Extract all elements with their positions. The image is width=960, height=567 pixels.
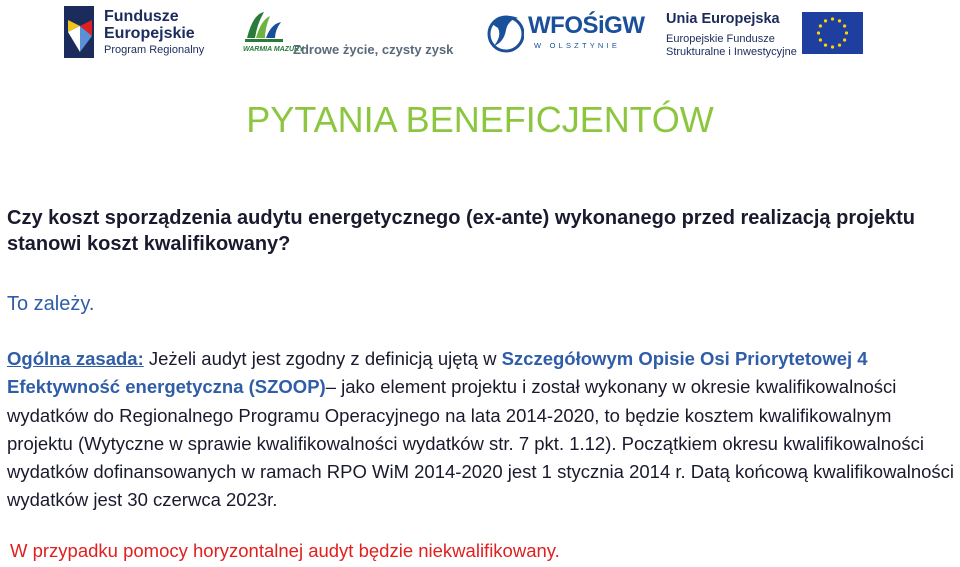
question-text: Czy koszt sporządzenia audytu energetycznego (ex-ante) wykonanego przed realizacją projektu stanowi koszt kwalifikowany? bbox=[7, 207, 916, 255]
answer-text: To zależy. bbox=[7, 293, 95, 315]
fundusze-europejskie-logo bbox=[64, 6, 224, 60]
general-rule-label: Ogólna zasada: bbox=[7, 348, 144, 369]
warmia-mazury-logo bbox=[243, 6, 454, 60]
warmia-mazury-name: WARMIA MAZURY bbox=[243, 46, 304, 53]
warmia-mazury-slogan: Zdrowe życie, czysty zysk bbox=[293, 42, 454, 57]
wfosigw-name: WFOŚiGW bbox=[528, 12, 645, 39]
ue-line2: Europejskie Fundusze bbox=[666, 33, 775, 45]
logo-bar bbox=[0, 0, 960, 70]
fe-line3: Program Regionalny bbox=[104, 44, 205, 56]
ue-line1: Unia Europejska bbox=[666, 11, 780, 27]
stork-icon bbox=[484, 10, 524, 54]
horizontal-aid-note: W przypadku pomocy horyzontalnej audyt będzie niekwalifikowany. bbox=[10, 540, 560, 561]
unia-europejska-logo bbox=[666, 6, 866, 60]
ue-line3: Strukturalne i Inwestycyjne bbox=[666, 46, 797, 58]
page-title: PYTANIA BENEFICJENTÓW bbox=[246, 99, 714, 140]
eu-flag-icon bbox=[802, 12, 863, 54]
general-rule-paragraph bbox=[7, 345, 957, 515]
fe-star-icon bbox=[64, 6, 94, 58]
fe-line2: Europejskie bbox=[104, 25, 195, 42]
fe-line1: Fundusze bbox=[104, 8, 179, 25]
general-rule-text-1: Jeżeli audyt jest zgodny z definicją ujętą w bbox=[143, 348, 502, 369]
warmia-mazury-emblem-icon bbox=[243, 8, 285, 44]
szoop-document-name: Szczegółowym Opisie Osi Priorytetowej 4 Efektywność energetyczna (SZOOP) bbox=[7, 348, 868, 398]
wfosigw-city: W OLSZTYNIE bbox=[534, 41, 621, 50]
general-rule-text-2: – jako element projektu i został wykonany w okresie kwalifikowalności wydatków do Regionalnego Programu Operacyjnego na lata 2014-2020, to będzie kosztem kwalifikowalnym projektu (Wytyczne w sprawie kwalifikowalności wydatków str. 7 pkt. 1.12). Początkiem okresu kwalifikowalności wydatków dofinansowanych w ramach RPO WiM 2014-2020 jest 1 stycznia 2014 r. Datą końcową kwalifikowalności wydatków jest 30 czerwca 2023r. bbox=[7, 376, 955, 511]
wfosigw-logo bbox=[484, 6, 645, 60]
